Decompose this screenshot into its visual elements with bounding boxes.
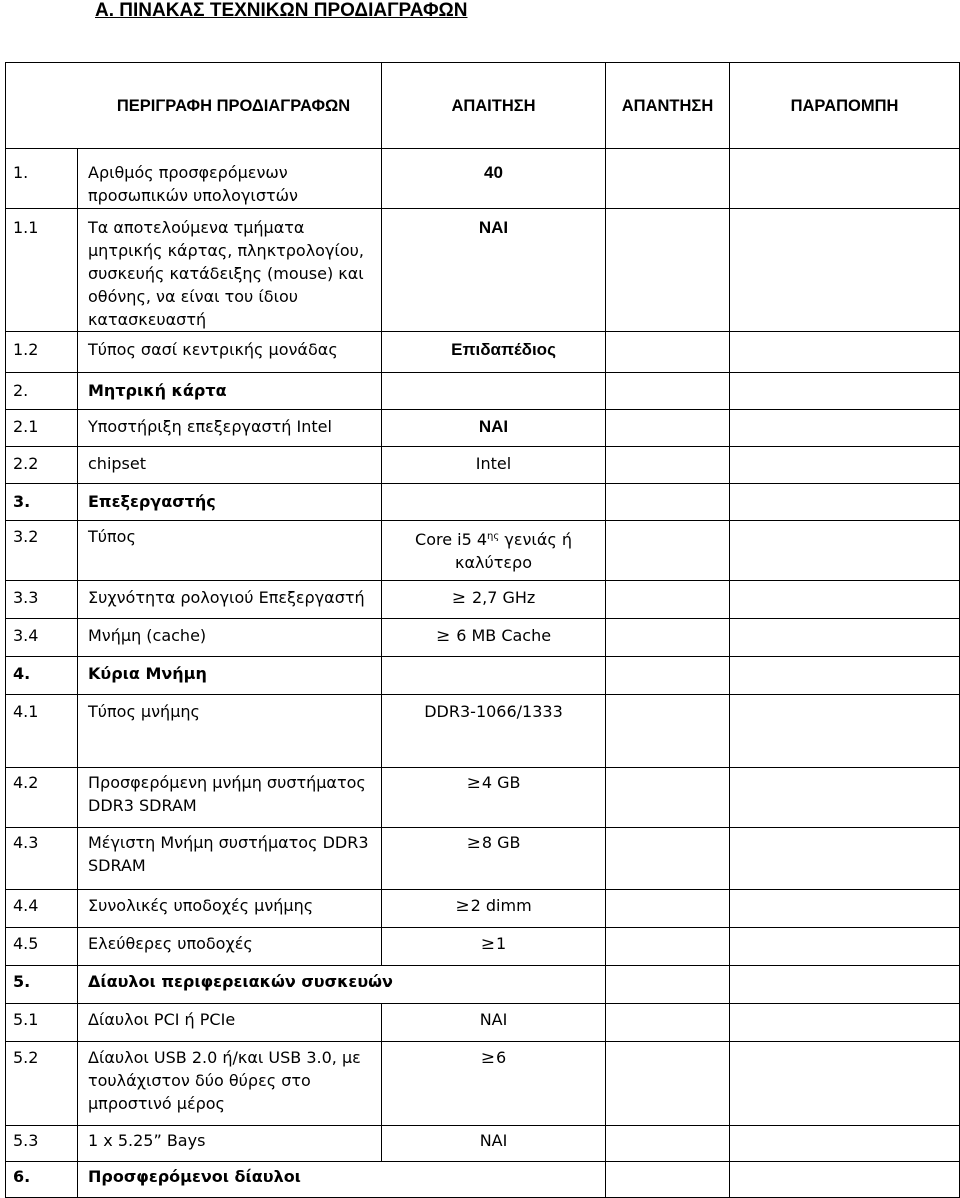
row-requirement: ΝΑΙ bbox=[382, 1004, 606, 1042]
table-row bbox=[6, 149, 960, 209]
row-number: 4.4 bbox=[6, 890, 78, 928]
row-answer[interactable] bbox=[606, 1126, 730, 1162]
row-description: Προσφερόμενη μνήμη συστήματος DDR3 SDRAM bbox=[78, 768, 382, 828]
row-requirement: ≥2 dimm bbox=[382, 890, 606, 928]
row-answer[interactable] bbox=[606, 768, 730, 828]
row-requirement bbox=[382, 484, 606, 521]
row-number: 2.2 bbox=[6, 447, 78, 484]
row-number: 5.1 bbox=[6, 1004, 78, 1042]
greater-equal-icon: ≥ bbox=[480, 1048, 496, 1068]
row-number: 3. bbox=[6, 484, 78, 521]
row-number: 3.3 bbox=[6, 581, 78, 619]
row-answer[interactable] bbox=[606, 521, 730, 581]
row-answer[interactable] bbox=[606, 619, 730, 657]
greater-equal-icon: ≥ bbox=[480, 934, 496, 954]
row-number: 2.1 bbox=[6, 410, 78, 447]
table-row bbox=[6, 1162, 960, 1198]
row-answer[interactable] bbox=[606, 928, 730, 966]
row-requirement: ≥1 bbox=[382, 928, 606, 966]
row-answer[interactable] bbox=[606, 149, 730, 209]
row-requirement: ≥8 GB bbox=[382, 828, 606, 890]
greater-equal-icon: ≥ bbox=[466, 833, 481, 853]
row-reference[interactable] bbox=[730, 928, 960, 966]
row-description: Συνολικές υποδοχές μνήμης bbox=[78, 890, 382, 928]
table-row bbox=[6, 1126, 960, 1162]
row-answer[interactable] bbox=[606, 209, 730, 332]
row-reference[interactable] bbox=[730, 1162, 960, 1198]
row-requirement bbox=[382, 657, 606, 695]
row-number: 3.2 bbox=[6, 521, 78, 581]
row-number: 1.1 bbox=[6, 209, 78, 332]
greater-equal-icon: ≥ bbox=[435, 626, 451, 646]
table-row bbox=[6, 657, 960, 695]
row-requirement: Επιδαπέδιος bbox=[382, 332, 606, 373]
row-requirement: ΝΑΙ bbox=[382, 410, 606, 447]
table-row bbox=[6, 447, 960, 484]
row-requirement bbox=[382, 373, 606, 410]
table-row bbox=[6, 1042, 960, 1126]
row-requirement: Intel bbox=[382, 447, 606, 484]
row-requirement: 40 bbox=[382, 149, 606, 209]
row-reference[interactable] bbox=[730, 410, 960, 447]
greater-equal-icon: ≥ bbox=[451, 588, 466, 608]
row-description: Υποστήριξη επεξεργαστή Intel bbox=[78, 410, 382, 447]
header-answer: ΑΠΑΝΤΗΣΗ bbox=[606, 63, 730, 149]
row-answer[interactable] bbox=[606, 828, 730, 890]
row-answer[interactable] bbox=[606, 447, 730, 484]
row-answer[interactable] bbox=[606, 966, 730, 1004]
row-number: 1. bbox=[6, 149, 78, 209]
row-number: 4.1 bbox=[6, 695, 78, 768]
row-reference[interactable] bbox=[730, 447, 960, 484]
row-requirement: Core i5 $4^{\eta\varsigma}$ γενιάς ή καλύτερο bbox=[382, 521, 606, 581]
row-description: Δίαυλοι περιφερειακών συσκευών bbox=[78, 966, 606, 1004]
row-reference[interactable] bbox=[730, 373, 960, 410]
row-requirement: ≥4 GB bbox=[382, 768, 606, 828]
row-description: Κύρια Μνήμη bbox=[78, 657, 382, 695]
row-reference[interactable] bbox=[730, 695, 960, 768]
row-description: Δίαυλοι USB 2.0 ή/και USB 3.0, με τουλάχιστον δύο θύρες στο μπροστινό μέρος bbox=[78, 1042, 382, 1126]
row-reference[interactable] bbox=[730, 149, 960, 209]
row-reference[interactable] bbox=[730, 1004, 960, 1042]
row-number: 1.2 bbox=[6, 332, 78, 373]
row-answer[interactable] bbox=[606, 657, 730, 695]
row-number: 3.4 bbox=[6, 619, 78, 657]
row-number: 6. bbox=[6, 1162, 78, 1198]
row-description: Μέγιστη Μνήμη συστήματος DDR3 SDRAM bbox=[78, 828, 382, 890]
row-answer[interactable] bbox=[606, 373, 730, 410]
table-row bbox=[6, 521, 960, 581]
row-answer[interactable] bbox=[606, 695, 730, 768]
row-answer[interactable] bbox=[606, 1042, 730, 1126]
row-answer[interactable] bbox=[606, 410, 730, 447]
row-description: chipset bbox=[78, 447, 382, 484]
row-answer[interactable] bbox=[606, 581, 730, 619]
table-row bbox=[6, 484, 960, 521]
row-description: Επεξεργαστής bbox=[78, 484, 382, 521]
row-answer[interactable] bbox=[606, 890, 730, 928]
row-reference[interactable] bbox=[730, 657, 960, 695]
table-row bbox=[6, 768, 960, 828]
row-number: 5. bbox=[6, 966, 78, 1004]
row-answer[interactable] bbox=[606, 1162, 730, 1198]
row-reference[interactable] bbox=[730, 521, 960, 581]
table-row bbox=[6, 695, 960, 768]
greater-equal-icon: ≥ bbox=[455, 896, 470, 916]
row-description: 1 x 5.25” Bays bbox=[78, 1126, 382, 1162]
row-description: Συχνότητα ρολογιού Επεξεργαστή bbox=[78, 581, 382, 619]
row-number: 4. bbox=[6, 657, 78, 695]
page-title: Α. ΠΙΝΑΚΑΣ ΤΕΧΝΙΚΩΝ ΠΡΟΔΙΑΓΡΑΦΩΝ bbox=[95, 0, 468, 21]
table-row bbox=[6, 966, 960, 1004]
table-row bbox=[6, 410, 960, 447]
row-number: 4.3 bbox=[6, 828, 78, 890]
table-row bbox=[6, 928, 960, 966]
row-reference[interactable] bbox=[730, 1042, 960, 1126]
row-description: Τα αποτελούμενα τμήματα μητρικής κάρτας, πληκτρολογίου, συσκευής κατάδειξης (mouse) και οθόνης, να είναι του ίδιου κατασκευαστή bbox=[78, 209, 382, 332]
row-reference[interactable] bbox=[730, 890, 960, 928]
row-description: Δίαυλοι PCI ή PCIe bbox=[78, 1004, 382, 1042]
row-reference[interactable] bbox=[730, 209, 960, 332]
row-description: Μνήμη (cache) bbox=[78, 619, 382, 657]
row-answer[interactable] bbox=[606, 332, 730, 373]
row-description: Αριθμός προσφερόμενων προσωπικών υπολογιστών bbox=[78, 149, 382, 209]
row-requirement: ≥ 6 MB Cache bbox=[382, 619, 606, 657]
spec-table bbox=[5, 62, 960, 1198]
row-number: 5.3 bbox=[6, 1126, 78, 1162]
row-description: Τύπος μνήμης bbox=[78, 695, 382, 768]
header-requirement: ΑΠΑΙΤΗΣΗ bbox=[382, 63, 606, 149]
row-description: Μητρική κάρτα bbox=[78, 373, 382, 410]
row-reference[interactable] bbox=[730, 619, 960, 657]
row-reference[interactable] bbox=[730, 966, 960, 1004]
row-number: 4.2 bbox=[6, 768, 78, 828]
row-reference[interactable] bbox=[730, 768, 960, 828]
table-row bbox=[6, 332, 960, 373]
row-requirement: ΝΑΙ bbox=[382, 1126, 606, 1162]
table-row bbox=[6, 828, 960, 890]
row-requirement: ΝΑΙ bbox=[382, 209, 606, 332]
table-row bbox=[6, 209, 960, 332]
row-description: Τύπος σασί κεντρικής μονάδας bbox=[78, 332, 382, 373]
row-answer[interactable] bbox=[606, 1004, 730, 1042]
row-requirement: ≥ 2,7 GHz bbox=[382, 581, 606, 619]
row-reference[interactable] bbox=[730, 484, 960, 521]
row-number: 2. bbox=[6, 373, 78, 410]
header-row bbox=[6, 63, 960, 149]
header-reference: ΠΑΡΑΠΟΜΠΗ bbox=[730, 63, 960, 149]
row-number: 5.2 bbox=[6, 1042, 78, 1126]
row-description: Ελεύθερες υποδοχές bbox=[78, 928, 382, 966]
row-requirement: DDR3-1066/1333 bbox=[382, 695, 606, 768]
row-reference[interactable] bbox=[730, 581, 960, 619]
row-reference[interactable] bbox=[730, 1126, 960, 1162]
row-description: Προσφερόμενοι δίαυλοι bbox=[78, 1162, 606, 1198]
table-row bbox=[6, 373, 960, 410]
table-row bbox=[6, 1004, 960, 1042]
row-description: Τύπος bbox=[78, 521, 382, 581]
table-row bbox=[6, 619, 960, 657]
table-row bbox=[6, 890, 960, 928]
row-number: 4.5 bbox=[6, 928, 78, 966]
header-description: ΠΕΡΙΓΡΑΦΗ ΠΡΟΔΙΑΓΡΑΦΩΝ bbox=[6, 63, 382, 149]
row-reference[interactable] bbox=[730, 828, 960, 890]
greater-equal-icon: ≥ bbox=[466, 773, 481, 793]
row-reference[interactable] bbox=[730, 332, 960, 373]
row-answer[interactable] bbox=[606, 484, 730, 521]
table-row bbox=[6, 581, 960, 619]
row-requirement: ≥6 bbox=[382, 1042, 606, 1126]
